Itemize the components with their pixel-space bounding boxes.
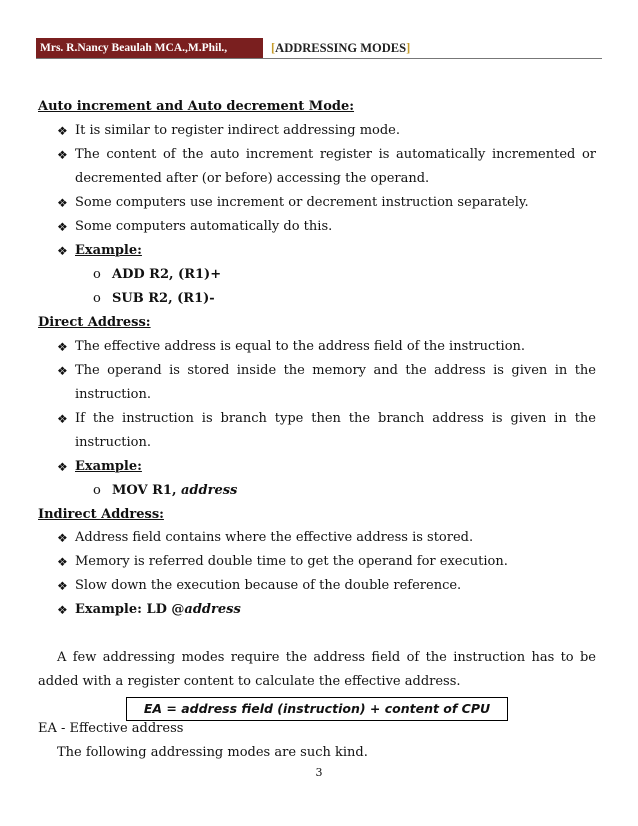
circle-bullet-icon: o	[93, 483, 101, 498]
bullet-text: The content of the auto increment register is automatically incremented or	[75, 147, 596, 162]
section-heading-auto: Auto increment and Auto decrement Mode:	[38, 99, 355, 114]
example-label: Example:	[75, 459, 142, 474]
example-line-italic: address	[184, 602, 241, 617]
page-header	[36, 38, 602, 58]
paragraph-line: A few addressing modes require the address field of the instruction has to be	[57, 650, 596, 665]
bullet-text: It is similar to register indirect addressing mode.	[75, 123, 401, 138]
diamond-bullet-icon: ❖	[57, 244, 68, 258]
diamond-bullet-icon: ❖	[57, 364, 68, 378]
diamond-bullet-icon: ❖	[57, 196, 68, 210]
diamond-bullet-icon: ❖	[57, 220, 68, 234]
example-code	[112, 483, 237, 499]
bracket-open: [	[271, 41, 276, 55]
author-label: Mrs. R.Nancy Beaulah MCA.,M.Phil.,	[36, 38, 263, 58]
diamond-bullet-icon: ❖	[57, 531, 68, 545]
bullet-text: The effective address is equal to the address field of the instruction.	[75, 339, 526, 354]
header-title-text: ADDRESSING MODES	[275, 41, 407, 55]
example-code: ADD R2, (R1)+	[112, 267, 222, 282]
bullet-text: If the instruction is branch type then the branch address is given in the	[75, 411, 596, 426]
bracket-close: ]	[406, 41, 411, 55]
bullet-text-continued: decremented after (or before) accessing the operand.	[75, 171, 430, 186]
example-code-text: MOV R1,	[112, 483, 181, 498]
header-divider	[36, 58, 602, 59]
paragraph-line: added with a register content to calculate the effective address.	[38, 674, 461, 689]
example-line-text: Example: LD @	[75, 602, 185, 617]
example-code: SUB R2, (R1)-	[112, 291, 215, 306]
bullet-text: Address field contains where the effective address is stored.	[75, 530, 474, 545]
bullet-text: Some computers use increment or decrement instruction separately.	[75, 195, 529, 210]
circle-bullet-icon: o	[93, 291, 101, 306]
header-title	[271, 38, 410, 58]
bullet-text: Some computers automatically do this.	[75, 219, 333, 234]
bullet-text: The operand is stored inside the memory and the address is given in the	[75, 363, 596, 378]
circle-bullet-icon: o	[93, 267, 101, 282]
bullet-text-continued: instruction.	[75, 387, 152, 402]
formula-box: EA = address field (instruction) + content of CPU	[126, 697, 508, 721]
diamond-bullet-icon: ❖	[57, 124, 68, 138]
section-heading-direct: Direct Address:	[38, 315, 151, 330]
section-heading-indirect: Indirect Address:	[38, 507, 164, 522]
bullet-text: Memory is referred double time to get the operand for execution.	[75, 554, 508, 569]
diamond-bullet-icon: ❖	[57, 148, 68, 162]
ea-definition: EA - Effective address	[38, 721, 184, 736]
diamond-bullet-icon: ❖	[57, 579, 68, 593]
diamond-bullet-icon: ❖	[57, 555, 68, 569]
diamond-bullet-icon: ❖	[57, 603, 68, 617]
page-number: 3	[315, 766, 323, 779]
example-code-italic: address	[181, 483, 238, 498]
diamond-bullet-icon: ❖	[57, 340, 68, 354]
example-label: Example:	[75, 243, 142, 258]
diamond-bullet-icon: ❖	[57, 460, 68, 474]
example-line	[75, 602, 241, 618]
closing-line: The following addressing modes are such kind.	[57, 745, 368, 760]
diamond-bullet-icon: ❖	[57, 412, 68, 426]
bullet-text: Slow down the execution because of the double reference.	[75, 578, 462, 593]
bullet-text-continued: instruction.	[75, 435, 152, 450]
